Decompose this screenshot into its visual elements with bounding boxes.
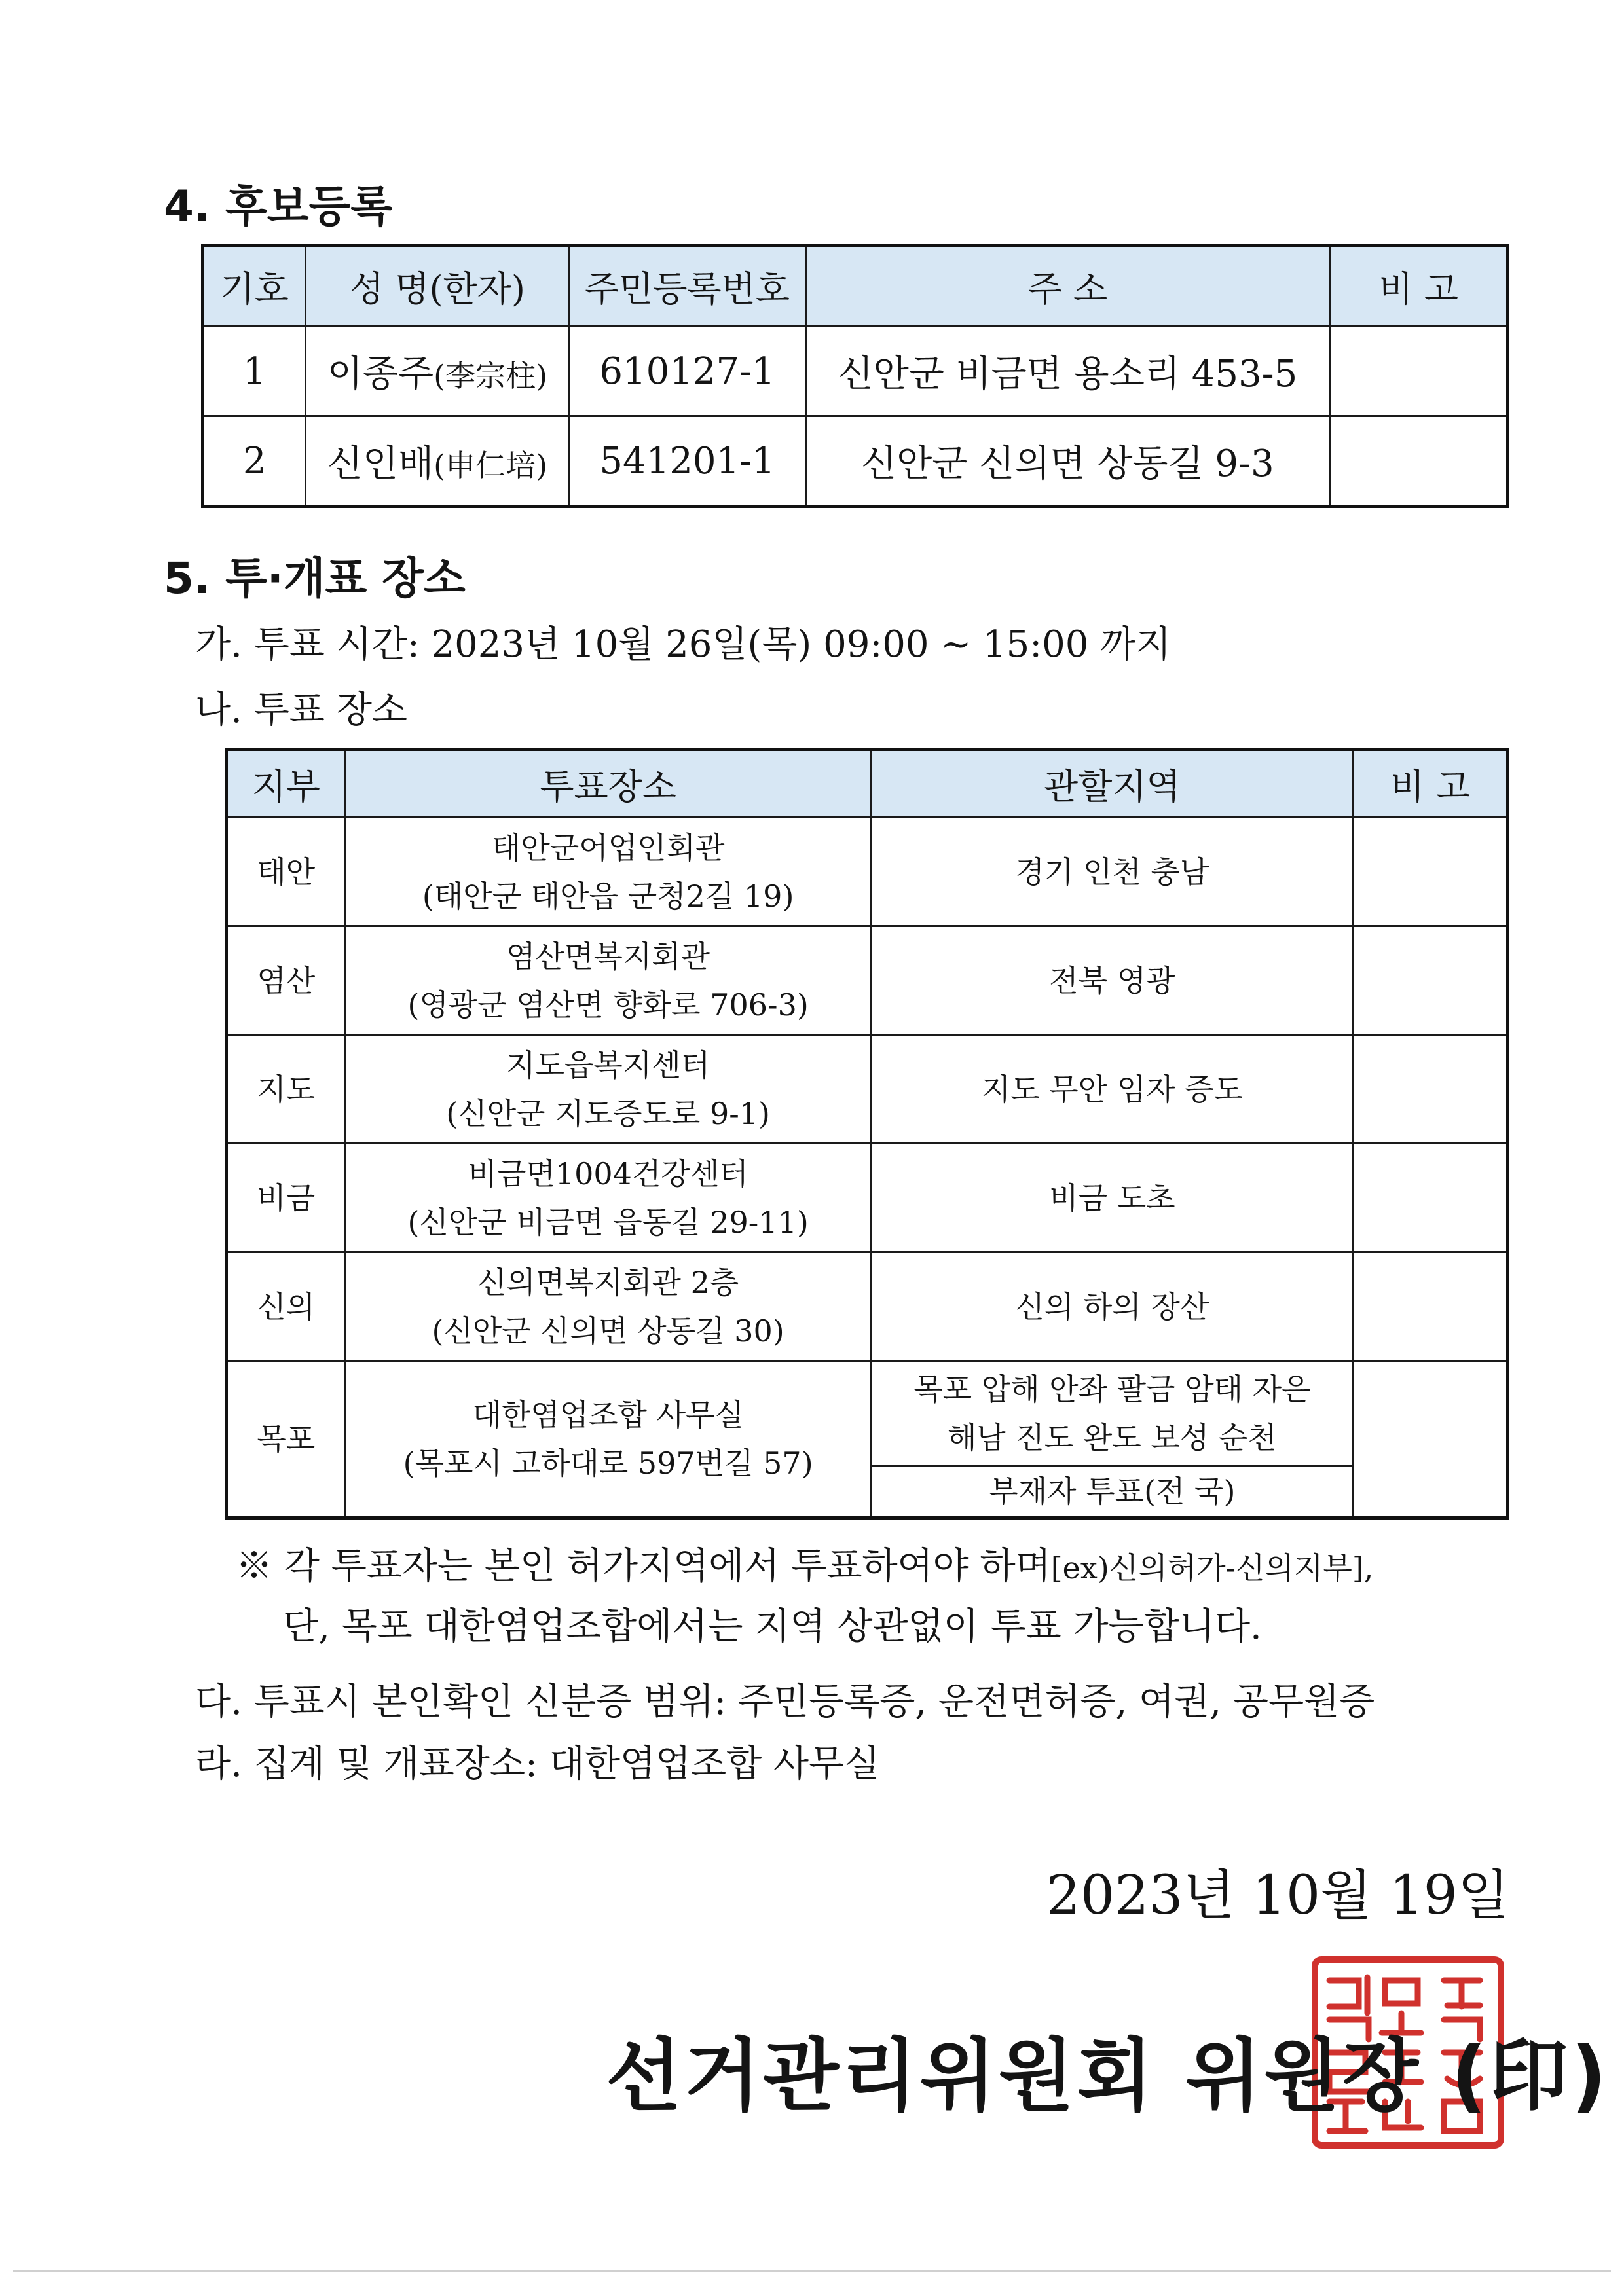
candidate-note xyxy=(1330,327,1508,416)
voting-place-table xyxy=(225,748,1509,1520)
table-row xyxy=(227,1144,1508,1252)
place-cell xyxy=(345,1361,871,1518)
table-row xyxy=(227,1252,1508,1361)
table-row xyxy=(227,1035,1508,1144)
place-address: (신안군 신의면 상동길 30) xyxy=(432,1313,784,1349)
section5-title: 5. 투·개표 장소 xyxy=(164,553,466,604)
place-note xyxy=(1354,818,1508,926)
place-name: 대한염업조합 사무실 xyxy=(472,1397,744,1432)
voting-note-example: [ex)신의허가-신의지부], xyxy=(1050,1550,1374,1586)
col-header-rrn: 주민등록번호 xyxy=(569,246,805,327)
place-name: 비금면1004건강센터 xyxy=(468,1156,748,1192)
candidate-name: 신인배 xyxy=(327,443,434,485)
region-line: 해남 진도 완도 보성 순천 xyxy=(947,1419,1277,1455)
document-date: 2023년 10월 19일 xyxy=(1046,1865,1509,1927)
page-bottom-rule xyxy=(13,2270,1611,2272)
region: 비금 도초 xyxy=(871,1144,1353,1252)
candidate-no: 2 xyxy=(203,416,306,507)
branch-name: 지도 xyxy=(227,1035,346,1144)
branch-name: 비금 xyxy=(227,1144,346,1252)
candidate-no: 1 xyxy=(203,327,306,416)
place-name: 염산면복지회관 xyxy=(506,938,710,974)
voting-table-header xyxy=(227,750,1508,818)
signature-text: 선거관리위원회 위원장 xyxy=(606,2031,1421,2122)
region-line: 목포 압해 안좌 팔금 암태 자은 xyxy=(913,1371,1311,1407)
col-header-no: 기호 xyxy=(203,246,306,327)
branch-name: 신의 xyxy=(227,1252,346,1361)
place-cell xyxy=(345,1144,871,1252)
place-cell xyxy=(345,1035,871,1144)
region-cell xyxy=(871,1361,1353,1466)
place-note xyxy=(1354,1252,1508,1361)
candidate-address: 신안군 신의면 상동길 9-3 xyxy=(805,416,1330,507)
col-header-branch: 지부 xyxy=(227,750,346,818)
place-address: (태안군 태안읍 군청2길 19) xyxy=(422,878,794,914)
voting-note-line2: 단, 목포 대한염업조합에서는 지역 상관없이 투표 가능합니다. xyxy=(283,1605,1262,1648)
table-row xyxy=(227,926,1508,1035)
place-note xyxy=(1354,1144,1508,1252)
table-row xyxy=(203,327,1508,416)
seal-mark: (印) xyxy=(1450,2031,1610,2122)
place-note xyxy=(1354,1035,1508,1144)
candidate-hanja: (李宗柱) xyxy=(434,358,548,393)
place-address: (신안군 비금면 읍동길 29-11) xyxy=(407,1204,809,1240)
place-note xyxy=(1354,1361,1508,1518)
voting-note-main: ※ 각 투표자는 본인 허가지역에서 투표하여야 하며 xyxy=(236,1545,1051,1588)
place-address: (영광군 염산면 향화로 706-3) xyxy=(407,987,809,1023)
counting-place: 라. 집계 및 개표장소: 대한염업조합 사무실 xyxy=(195,1743,880,1785)
branch-name: 목포 xyxy=(227,1361,346,1518)
candidate-rrn: 610127-1 xyxy=(569,327,805,416)
section4-title: 4. 후보등록 xyxy=(164,181,392,232)
candidate-note xyxy=(1330,416,1508,507)
candidate-rrn: 541201-1 xyxy=(569,416,805,507)
signature-title xyxy=(606,2013,1609,2126)
col-header-name: 성 명(한자) xyxy=(306,246,569,327)
place-cell xyxy=(345,1252,871,1361)
voting-time: 가. 투표 시간: 2023년 10월 26일(목) 09:00 ~ 15:00 까지 xyxy=(195,623,1172,666)
candidate-table-header xyxy=(203,246,1508,327)
region-absentee: 부재자 투표(전 국) xyxy=(871,1466,1353,1518)
table-row xyxy=(227,1361,1508,1466)
voting-place-label: 나. 투표 장소 xyxy=(195,689,407,731)
region: 지도 무안 임자 증도 xyxy=(871,1035,1353,1144)
col-header-place: 투표장소 xyxy=(345,750,871,818)
col-header-note: 비 고 xyxy=(1330,246,1508,327)
place-cell xyxy=(345,818,871,926)
candidate-table xyxy=(201,244,1509,508)
col-header-region: 관할지역 xyxy=(871,750,1353,818)
candidate-name-cell xyxy=(306,327,569,416)
branch-name: 태안 xyxy=(227,818,346,926)
table-row xyxy=(203,416,1508,507)
region: 전북 영광 xyxy=(871,926,1353,1035)
branch-name: 염산 xyxy=(227,926,346,1035)
place-note xyxy=(1354,926,1508,1035)
candidate-hanja: (申仁培) xyxy=(434,448,548,483)
place-cell xyxy=(345,926,871,1035)
region: 경기 인천 충남 xyxy=(871,818,1353,926)
place-name: 태안군어업인회관 xyxy=(491,829,725,866)
place-address: (목포시 고하대로 597번길 57) xyxy=(403,1446,813,1481)
region: 신의 하의 장산 xyxy=(871,1252,1353,1361)
place-name: 지도읍복지센터 xyxy=(506,1047,710,1083)
candidate-name-cell xyxy=(306,416,569,507)
id-scope: 다. 투표시 본인확인 신분증 범위: 주민등록증, 운전면허증, 여권, 공무원증 xyxy=(195,1681,1375,1723)
place-address: (신안군 지도증도로 9-1) xyxy=(446,1095,770,1131)
col-header-address: 주 소 xyxy=(805,246,1330,327)
table-row xyxy=(227,818,1508,926)
col-header-note: 비 고 xyxy=(1354,750,1508,818)
place-name: 신의면복지회관 2층 xyxy=(477,1264,739,1300)
candidate-name: 이종주 xyxy=(327,353,434,395)
voting-note-line1 xyxy=(236,1537,1373,1590)
candidate-address: 신안군 비금면 용소리 453-5 xyxy=(805,327,1330,416)
